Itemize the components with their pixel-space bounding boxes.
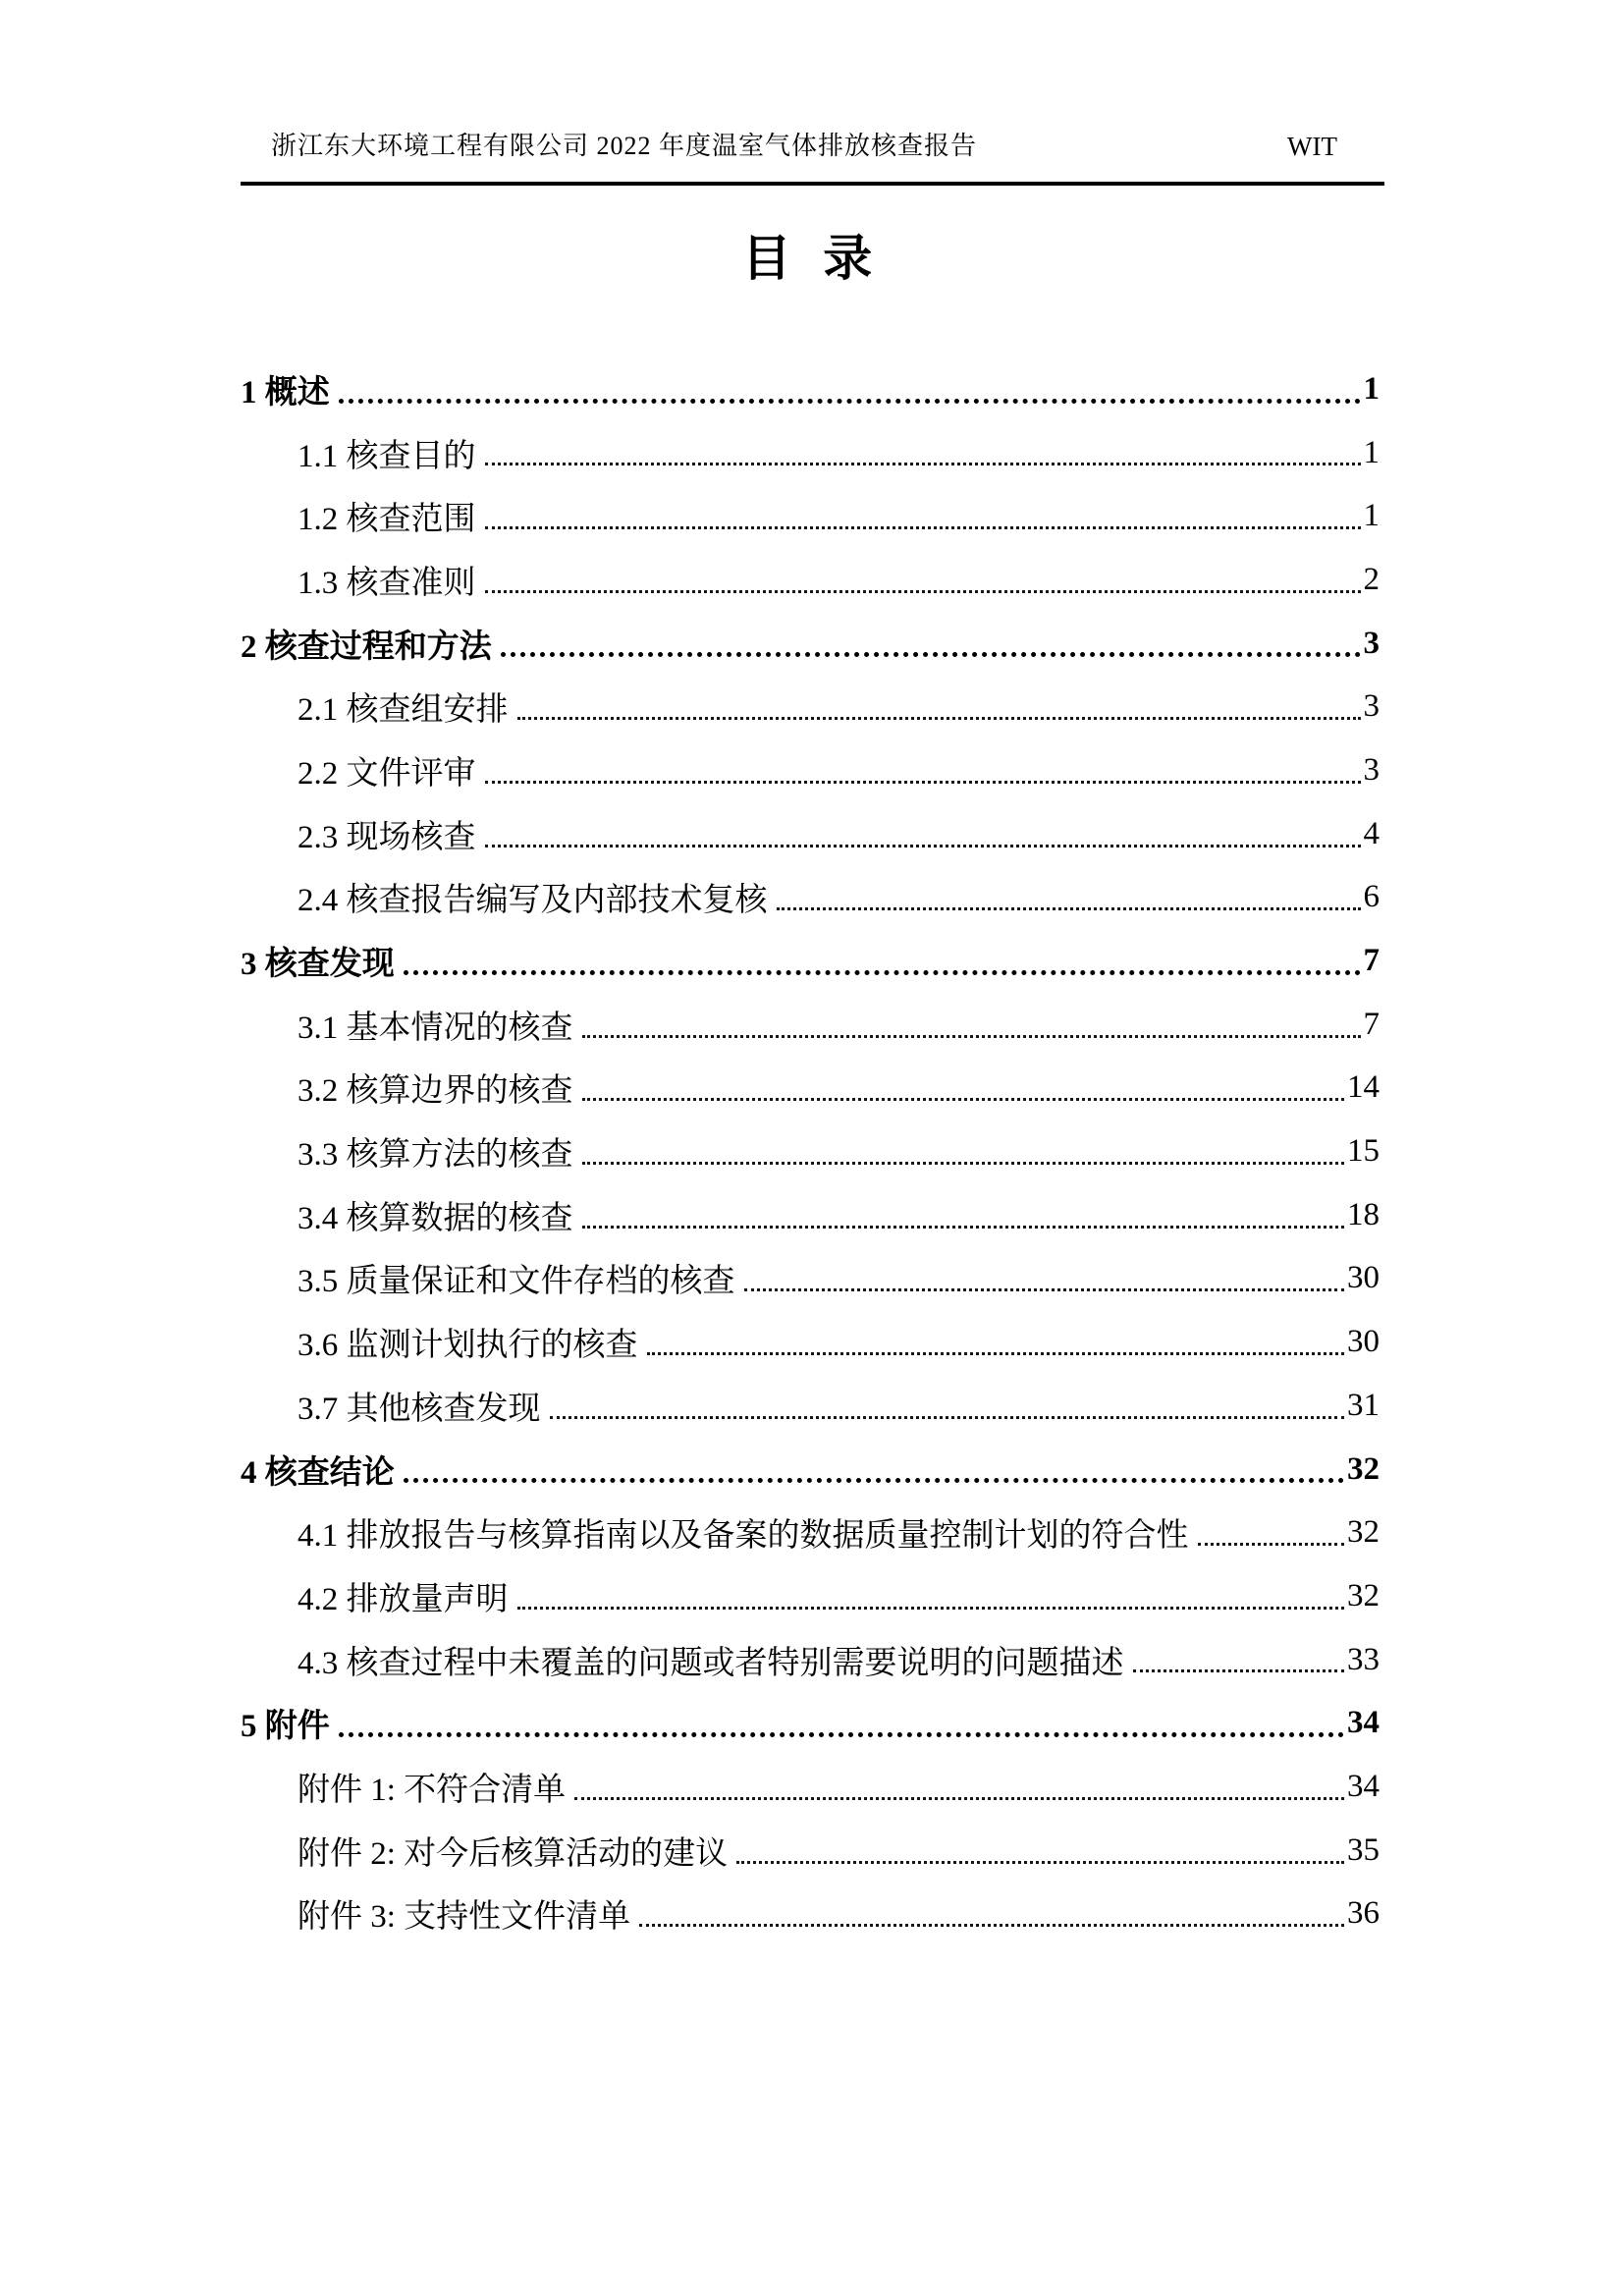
toc-entry-page-number: 4: [1363, 815, 1380, 851]
dot-leader: [639, 1924, 1344, 1927]
dot-leader: [582, 1162, 1345, 1165]
toc-entry-page-number: 34: [1347, 1768, 1380, 1804]
toc-entry-label: 3.6 监测计划执行的核查: [298, 1328, 638, 1364]
dot-leader: [339, 1732, 1344, 1737]
dot-leader: [744, 1288, 1345, 1291]
toc-entry: [241, 1755, 1380, 1819]
toc-entry-page-number: 3: [1363, 625, 1380, 661]
toc-entry-label: 附件 1: 不符合清单: [298, 1772, 567, 1808]
dot-leader: [485, 526, 1361, 529]
dot-leader: [736, 1861, 1344, 1864]
toc-entry: [241, 1819, 1380, 1883]
toc-entry-label: 3.2 核算边界的核查: [298, 1073, 573, 1110]
toc-entry-label: 4.3 核查过程中未覆盖的问题或者特别需要说明的问题描述: [298, 1645, 1124, 1681]
toc-entry-label: 4.2 排放量声明: [298, 1581, 509, 1617]
toc-entry: [241, 1691, 1380, 1755]
dot-leader: [485, 781, 1361, 784]
toc-entry-label: 3.7 其他核查发现: [298, 1391, 541, 1427]
toc-entry-page-number: 30: [1347, 1260, 1380, 1296]
dot-leader: [1133, 1669, 1345, 1672]
toc-entry: [241, 1120, 1380, 1183]
dot-leader: [550, 1416, 1345, 1419]
toc-entry-label: 1.3 核查准则: [298, 565, 476, 601]
toc-entry-label: 2.2 文件评审: [298, 755, 476, 792]
table-of-contents: [241, 357, 1380, 1945]
dot-leader: [485, 590, 1361, 593]
dot-leader: [485, 845, 1361, 847]
dot-leader: [339, 399, 1361, 404]
toc-entry-page-number: 2: [1363, 561, 1380, 597]
toc-entry-page-number: 32: [1347, 1514, 1380, 1551]
toc-entry-label: 附件 3: 支持性文件清单: [298, 1899, 631, 1936]
toc-entry: [241, 421, 1380, 485]
dot-leader: [777, 907, 1361, 910]
toc-entry-label: 3.1 基本情况的核查: [298, 1010, 573, 1046]
toc-entry: [241, 1057, 1380, 1121]
toc-entry: [241, 357, 1380, 421]
toc-entry-label: 3 核查发现: [241, 947, 395, 983]
toc-entry: [241, 548, 1380, 612]
toc-entry-label: 1.1 核查目的: [298, 438, 476, 474]
toc-entry-page-number: 6: [1363, 879, 1380, 915]
toc-entry-page-number: 32: [1347, 1450, 1380, 1487]
dot-leader: [517, 717, 1361, 720]
toc-entry: [241, 675, 1380, 738]
toc-entry: [241, 738, 1380, 802]
toc-entry: [241, 1247, 1380, 1311]
toc-entry-page-number: 14: [1347, 1069, 1380, 1106]
toc-entry-page-number: 3: [1363, 751, 1380, 788]
dot-leader: [404, 1478, 1344, 1483]
toc-entry-label: 2.4 核查报告编写及内部技术复核: [298, 883, 768, 919]
toc-entry: [241, 484, 1380, 548]
page-header: [241, 0, 1384, 186]
toc-entry: [241, 1501, 1380, 1564]
toc-entry-page-number: 30: [1347, 1324, 1380, 1360]
toc-entry-label: 3.3 核算方法的核查: [298, 1137, 573, 1174]
toc-entry-page-number: 18: [1347, 1196, 1380, 1232]
toc-entry-page-number: 32: [1347, 1577, 1380, 1613]
toc-entry-label: 附件 2: 对今后核算活动的建议: [298, 1835, 729, 1872]
dot-leader: [582, 1098, 1345, 1101]
toc-entry-page-number: 36: [1347, 1895, 1380, 1932]
toc-entry: [241, 929, 1380, 993]
dot-leader: [574, 1797, 1344, 1800]
toc-entry-label: 2 核查过程和方法: [241, 629, 492, 665]
toc-entry: [241, 612, 1380, 676]
page-title: 目 录: [741, 231, 883, 286]
toc-entry: [241, 1183, 1380, 1247]
dot-leader: [647, 1352, 1345, 1355]
toc-entry: [241, 993, 1380, 1057]
header-logo-text: WIT: [1287, 132, 1337, 161]
toc-entry: [241, 802, 1380, 866]
toc-entry-page-number: 34: [1347, 1705, 1380, 1741]
toc-entry: [241, 1628, 1380, 1692]
toc-entry: [241, 1438, 1380, 1502]
toc-entry-page-number: 7: [1363, 1006, 1380, 1042]
dot-leader: [582, 1226, 1345, 1229]
toc-entry-label: 2.1 核查组安排: [298, 692, 509, 729]
toc-entry-page-number: 1: [1363, 370, 1380, 407]
toc-entry-page-number: 7: [1363, 943, 1380, 979]
toc-entry-page-number: 33: [1347, 1641, 1380, 1677]
toc-entry-label: 2.3 现场核查: [298, 819, 476, 855]
dot-leader: [404, 970, 1361, 975]
toc-entry: [241, 866, 1380, 930]
dot-leader: [485, 463, 1361, 465]
toc-entry-page-number: 3: [1363, 688, 1380, 725]
toc-entry-page-number: 1: [1363, 434, 1380, 470]
dot-leader: [1198, 1543, 1345, 1546]
dot-leader: [517, 1607, 1345, 1610]
toc-entry-label: 3.5 质量保证和文件存档的核查: [298, 1264, 735, 1300]
dot-leader: [582, 1035, 1361, 1038]
toc-entry-page-number: 15: [1347, 1133, 1380, 1170]
toc-entry: [241, 1310, 1380, 1374]
toc-entry-label: 4.1 排放报告与核算指南以及备案的数据质量控制计划的符合性: [298, 1518, 1189, 1555]
dot-leader: [501, 652, 1361, 657]
toc-entry-label: 3.4 核算数据的核查: [298, 1200, 573, 1236]
toc-entry-label: 1 概述: [241, 374, 330, 410]
toc-entry-label: 5 附件: [241, 1709, 330, 1745]
toc-entry: [241, 1564, 1380, 1628]
toc-entry: [241, 1883, 1380, 1946]
toc-entry-page-number: 35: [1347, 1831, 1380, 1868]
toc-entry: [241, 1374, 1380, 1438]
toc-entry-label: 1.2 核查范围: [298, 502, 476, 538]
toc-entry-page-number: 1: [1363, 498, 1380, 534]
toc-entry-page-number: 31: [1347, 1387, 1380, 1423]
header-report-title: 浙江东大环境工程有限公司 2022 年度温室气体排放核查报告: [271, 132, 978, 160]
toc-entry-label: 4 核查结论: [241, 1454, 395, 1491]
